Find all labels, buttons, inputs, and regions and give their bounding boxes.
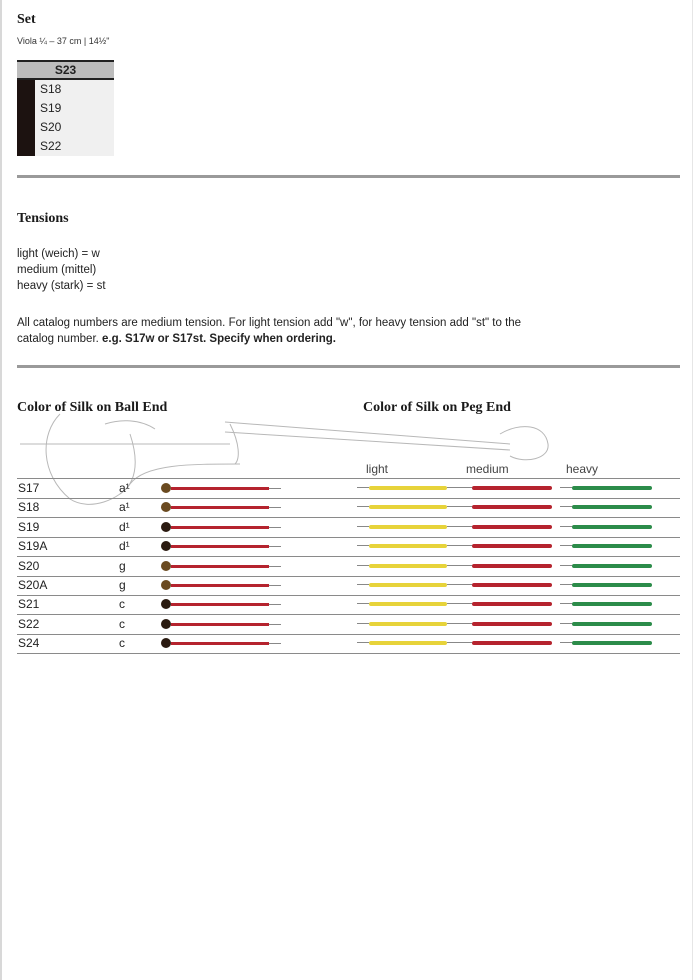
ball-end-wire — [269, 546, 281, 547]
col-medium: medium — [466, 462, 509, 476]
peg-wire — [357, 642, 369, 643]
ball-end-wire — [269, 624, 281, 625]
peg-medium-silk — [472, 602, 552, 606]
peg-wire — [457, 623, 472, 624]
ball-end-wire — [269, 488, 281, 489]
string-note: g — [119, 578, 126, 592]
peg-heavy-silk — [572, 525, 652, 529]
peg-wire — [457, 642, 472, 643]
divider — [17, 365, 680, 368]
peg-wire — [357, 506, 369, 507]
peg-light-silk — [369, 583, 447, 587]
peg-light-silk — [369, 602, 447, 606]
catalog-number: S21 — [18, 597, 40, 612]
peg-wire — [560, 623, 572, 624]
set-subtitle: Viola ¼ – 37 cm | 14½" — [17, 36, 110, 46]
tensions-note-line1: All catalog numbers are medium tension. For light tension add "w", for heavy tension add "st" to the — [17, 317, 522, 329]
catalog-number: S20A — [18, 578, 48, 592]
catalog-number: S22 — [18, 616, 40, 631]
peg-light-silk — [369, 544, 447, 548]
peg-light-silk — [369, 622, 447, 626]
peg-medium-silk — [472, 544, 552, 548]
string-note: a¹ — [119, 481, 130, 495]
peg-wire — [457, 584, 472, 585]
peg-wire — [357, 584, 369, 585]
catalog-number: S19 — [18, 519, 40, 534]
ball-end-silk — [171, 565, 269, 568]
peg-wire — [560, 584, 572, 585]
tension-medium: medium (mittel) — [17, 264, 97, 276]
tensions-note-bold: e.g. S17w or S17st. Specify when ordering. — [102, 333, 336, 345]
peg-heavy-silk — [572, 505, 652, 509]
divider — [17, 175, 680, 178]
catalog-number: S19A — [18, 539, 48, 554]
page-right-border — [692, 0, 693, 980]
ball-end-icon — [161, 483, 171, 493]
peg-wire — [457, 487, 472, 488]
peg-heavy-silk — [572, 486, 652, 490]
ball-end-wire — [269, 527, 281, 528]
peg-wire — [357, 487, 369, 488]
peg-wire — [357, 545, 369, 546]
peg-medium-silk — [472, 622, 552, 626]
peg-light-silk — [369, 641, 447, 645]
ball-end-icon — [161, 541, 171, 551]
peg-heavy-silk — [572, 641, 652, 645]
ball-end-silk — [171, 642, 269, 645]
peg-wire — [560, 565, 572, 566]
string-note: c — [119, 616, 125, 631]
string-note: c — [119, 597, 125, 612]
ball-end-silk — [171, 603, 269, 606]
ball-end-silk — [171, 506, 269, 509]
peg-wire — [357, 526, 369, 527]
set-item: S20 — [17, 118, 114, 137]
peg-wire — [560, 603, 572, 604]
ball-end-silk — [171, 623, 269, 626]
string-note: d¹ — [119, 519, 130, 534]
ball-end-icon — [161, 638, 171, 648]
peg-light-silk — [369, 505, 447, 509]
ball-end-silk — [171, 487, 269, 490]
table-row — [17, 518, 680, 538]
tension-light: light (weich) = w — [17, 248, 100, 260]
peg-light-silk — [369, 486, 447, 490]
page-left-border — [0, 0, 2, 980]
peg-light-silk — [369, 525, 447, 529]
catalog-number: S18 — [18, 500, 40, 515]
ball-end-wire — [269, 566, 281, 567]
peg-medium-silk — [472, 505, 552, 509]
catalog-number: S17 — [18, 481, 40, 495]
table-row — [17, 479, 680, 499]
tensions-note-line2 — [17, 331, 677, 347]
tensions-title: Tensions — [17, 211, 69, 226]
string-note: d¹ — [119, 539, 130, 554]
peg-wire — [560, 526, 572, 527]
table-row — [17, 615, 680, 635]
peg-wire — [357, 623, 369, 624]
col-light: light — [366, 462, 389, 476]
set-title: Set — [17, 12, 36, 27]
peg-wire — [357, 603, 369, 604]
ball-end-silk — [171, 545, 269, 548]
peg-wire — [560, 545, 572, 546]
string-note: g — [119, 558, 126, 573]
peg-heavy-silk — [572, 602, 652, 606]
ball-end-wire — [269, 507, 281, 508]
peg-light-silk — [369, 564, 447, 568]
ball-end-silk — [171, 584, 269, 587]
peg-heavy-silk — [572, 583, 652, 587]
peg-heavy-silk — [572, 622, 652, 626]
string-note: a¹ — [119, 500, 130, 515]
peg-wire — [457, 526, 472, 527]
table-row — [17, 537, 680, 557]
catalog-number: S24 — [18, 636, 40, 651]
col-heavy: heavy — [566, 462, 599, 476]
set-item: S19 — [17, 99, 114, 118]
peg-heavy-silk — [572, 564, 652, 568]
ball-end-icon — [161, 561, 171, 571]
peg-wire — [560, 506, 572, 507]
table-row — [17, 557, 680, 577]
ball-end-icon — [161, 619, 171, 629]
tensions-note — [17, 315, 677, 347]
peg-wire — [457, 545, 472, 546]
set-header: S23 — [17, 60, 114, 80]
peg-wire — [357, 565, 369, 566]
ball-end-silk — [171, 526, 269, 529]
peg-wire — [560, 487, 572, 488]
ball-end-wire — [269, 604, 281, 605]
peg-wire — [560, 642, 572, 643]
set-item: S18 — [17, 80, 114, 99]
ball-end-wire — [269, 643, 281, 644]
ball-end-title: Color of Silk on Ball End — [17, 400, 168, 415]
string-note: c — [119, 636, 125, 651]
ball-end-icon — [161, 522, 171, 532]
ball-end-icon — [161, 580, 171, 590]
peg-wire — [457, 506, 472, 507]
set-color-bar — [17, 80, 35, 156]
table-row — [17, 595, 680, 615]
peg-heavy-silk — [572, 544, 652, 548]
peg-medium-silk — [472, 583, 552, 587]
ball-end-icon — [161, 502, 171, 512]
ball-end-wire — [269, 585, 281, 586]
ball-end-icon — [161, 599, 171, 609]
catalog-number: S20 — [18, 558, 40, 573]
peg-medium-silk — [472, 486, 552, 490]
tensions-note-plain: catalog number. — [17, 333, 103, 345]
table-row — [17, 498, 680, 518]
peg-medium-silk — [472, 641, 552, 645]
tensions-list — [17, 246, 106, 294]
peg-end-title: Color of Silk on Peg End — [363, 400, 511, 415]
peg-wire — [457, 603, 472, 604]
table-row — [17, 576, 680, 596]
set-item: S22 — [17, 137, 114, 156]
peg-medium-silk — [472, 525, 552, 529]
peg-medium-silk — [472, 564, 552, 568]
peg-wire — [457, 565, 472, 566]
tension-heavy: heavy (stark) = st — [17, 280, 106, 292]
table-row — [17, 634, 680, 654]
